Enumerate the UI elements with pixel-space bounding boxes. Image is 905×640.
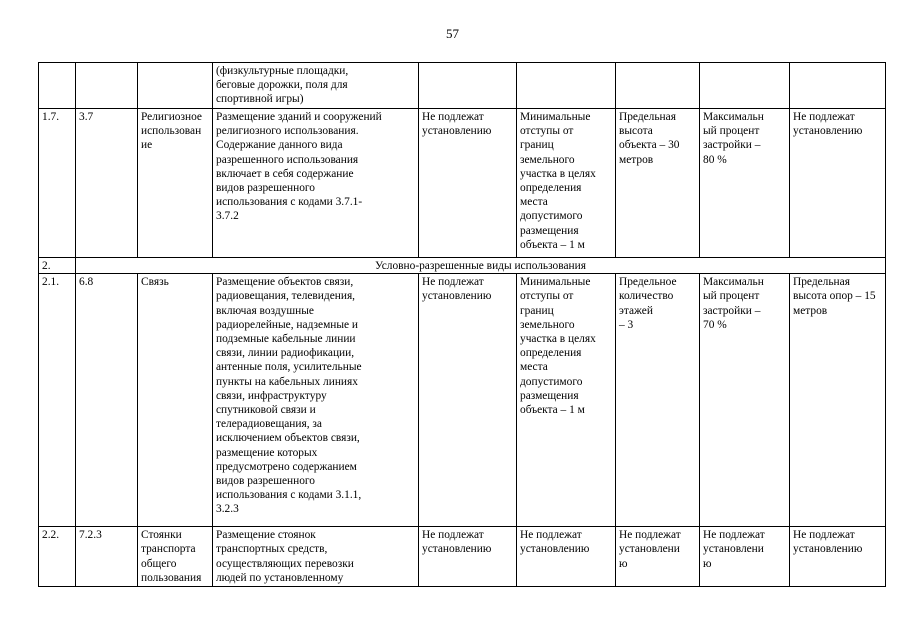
regulations-table xyxy=(38,62,886,587)
code-cell xyxy=(76,109,138,258)
cell-text-line: ый процент xyxy=(703,125,760,138)
cell-text-line: 7.2.3 xyxy=(79,529,102,542)
parameter-cell xyxy=(419,109,517,258)
table-row xyxy=(39,527,886,587)
cell-text-line: связи, инфраструктуру xyxy=(216,389,327,402)
name-cell xyxy=(138,527,213,587)
cell-text-line: исключением объектов связи, xyxy=(216,432,360,445)
row-number-cell xyxy=(39,527,76,587)
coverage-cell xyxy=(700,63,790,109)
cell-text-line: Минимальные xyxy=(520,276,591,289)
cell-text-line: включает в себя содержание xyxy=(216,167,354,180)
cell-text-line: спортивной игры) xyxy=(216,93,304,106)
setback-cell xyxy=(517,63,616,109)
parameter-cell xyxy=(419,527,517,587)
cell-text-line: установлению xyxy=(422,125,492,138)
cell-text-line: использования с кодами 3.7.1- xyxy=(216,196,363,209)
cell-text-line: Не подлежат xyxy=(793,111,855,123)
cell-text-line: Не подлежат xyxy=(520,529,582,542)
cell-text-line: 3.7.2 xyxy=(216,210,239,223)
row-number-cell xyxy=(39,109,76,258)
cell-text-line: установлени xyxy=(703,543,764,556)
cell-text-line: установлению xyxy=(422,290,492,303)
cell-text-line: установлению xyxy=(793,125,863,138)
cell-text-line: установлению xyxy=(422,543,492,556)
cell-text-line: высота xyxy=(619,125,653,138)
table-row xyxy=(39,109,886,258)
cell-text-line: 1.7. xyxy=(42,111,60,123)
cell-text-line: Размещение стоянок xyxy=(216,529,316,542)
height-cell xyxy=(616,63,700,109)
setback-cell xyxy=(517,274,616,527)
cell-text-line: земельного xyxy=(520,153,575,166)
cell-text-line: объекта – 1 м xyxy=(520,404,585,417)
cell-text-line: места xyxy=(520,196,548,209)
setback-cell xyxy=(517,527,616,587)
other-cell xyxy=(790,274,886,527)
cell-text-line: транспортных средств, xyxy=(216,543,328,556)
cell-text-line: ю xyxy=(619,557,628,570)
cell-text-line: Не подлежат xyxy=(619,529,681,542)
cell-text-line: телерадиовещания, за xyxy=(216,418,322,431)
cell-text-line: участка в целях xyxy=(520,167,596,180)
coverage-cell xyxy=(700,109,790,258)
height-cell xyxy=(616,527,700,587)
cell-text-line: разрешенного использования xyxy=(216,153,359,166)
cell-text-line: людей по установленному xyxy=(216,571,344,584)
cell-text-line: пользования xyxy=(141,571,202,584)
cell-text-line: застройки – xyxy=(703,139,761,152)
cell-text-line: установлению xyxy=(793,543,863,556)
cell-text-line: Предельное xyxy=(619,276,677,289)
cell-text-line: Не подлежат xyxy=(422,529,484,542)
coverage-cell xyxy=(700,527,790,587)
description-cell xyxy=(213,274,419,527)
cell-text-line: видов разрешенного xyxy=(216,182,315,195)
cell-text-line: радиорелейные, надземные и xyxy=(216,318,359,331)
cell-text-line: Предельная xyxy=(619,111,676,123)
cell-text-line: места xyxy=(520,361,548,374)
cell-text-line: этажей xyxy=(619,304,653,317)
name-cell xyxy=(138,63,213,109)
cell-text-line: количество xyxy=(619,290,674,303)
cell-text-line: 70 % xyxy=(703,318,727,331)
cell-text-line: Не подлежат xyxy=(422,276,484,289)
cell-text-line: 3.2.3 xyxy=(216,503,239,516)
cell-text-line: определения xyxy=(520,347,582,360)
cell-text-line: спутниковой связи и xyxy=(216,404,316,417)
table-body xyxy=(39,63,886,587)
cell-text-line: беговые дорожки, поля для xyxy=(216,79,348,92)
cell-text-line: ю xyxy=(703,557,712,570)
cell-text-line: Не подлежат xyxy=(793,529,855,542)
section-row xyxy=(39,258,886,274)
other-cell xyxy=(790,109,886,258)
cell-text-line: участка в целях xyxy=(520,333,596,346)
parameter-cell xyxy=(419,63,517,109)
code-cell xyxy=(76,63,138,109)
cell-text-line: Не подлежат xyxy=(703,529,765,542)
table-row xyxy=(39,274,886,527)
row-number-cell xyxy=(39,274,76,527)
cell-text-line: видов разрешенного xyxy=(216,475,315,488)
cell-text-line: земельного xyxy=(520,318,575,331)
cell-text-line: использования с кодами 3.1.1, xyxy=(216,489,362,502)
parameter-cell xyxy=(419,274,517,527)
cell-text-line: метров xyxy=(793,304,828,317)
cell-text-line: 2.1. xyxy=(42,276,60,289)
cell-text-line: допустимого xyxy=(520,210,583,223)
code-cell xyxy=(76,527,138,587)
row-number-cell xyxy=(39,258,76,274)
cell-text-line: отступы от xyxy=(520,125,574,138)
cell-text-line: определения xyxy=(520,182,582,195)
cell-text-line: размещение которых xyxy=(216,446,318,459)
cell-text-line: использован xyxy=(141,125,202,138)
height-cell xyxy=(616,109,700,258)
cell-text-line: границ xyxy=(520,304,554,317)
cell-text-line: (физкультурные площадки, xyxy=(216,65,349,77)
cell-text-line: Стоянки xyxy=(141,529,182,542)
cell-text-line: – 3 xyxy=(619,318,634,331)
page-number: 57 xyxy=(446,26,459,41)
table-row xyxy=(39,63,886,109)
name-cell xyxy=(138,274,213,527)
cell-text-line: Религиозное xyxy=(141,111,202,123)
cell-text-line: предусмотрено содержанием xyxy=(216,460,357,473)
section-title: Условно-разрешенные виды использования xyxy=(76,258,886,274)
description-cell xyxy=(213,63,419,109)
cell-text-line: Максимальн xyxy=(703,276,764,289)
cell-text-line: Минимальные xyxy=(520,111,591,123)
cell-text-line: границ xyxy=(520,139,554,152)
cell-text-line: застройки – xyxy=(703,304,761,317)
setback-cell xyxy=(517,109,616,258)
cell-text-line: радиовещания, телевидения, xyxy=(216,290,356,303)
cell-text-line: Размещение зданий и сооружений xyxy=(216,111,382,123)
cell-text-line: установлени xyxy=(619,543,680,556)
cell-text-line: высота опор – 15 xyxy=(793,290,876,303)
cell-text-line: включая воздушные xyxy=(216,304,314,317)
description-cell xyxy=(213,527,419,587)
cell-text-line: Не подлежат xyxy=(422,111,484,123)
cell-text-line: ие xyxy=(141,139,153,152)
cell-text-line: ый процент xyxy=(703,290,760,303)
cell-text-line: 2.2. xyxy=(42,529,60,542)
name-cell xyxy=(138,109,213,258)
cell-text-line: транспорта xyxy=(141,543,196,556)
height-cell xyxy=(616,274,700,527)
cell-text-line: антенные поля, усилительные xyxy=(216,361,362,374)
cell-text-line: подземные кабельные линии xyxy=(216,333,356,346)
description-cell xyxy=(213,109,419,258)
cell-text-line: Связь xyxy=(141,276,169,289)
cell-text-line: связи, линии радиофикации, xyxy=(216,347,355,360)
cell-text-line: допустимого xyxy=(520,375,583,388)
row-number-cell xyxy=(39,63,76,109)
cell-text-line: объекта – 30 xyxy=(619,139,680,152)
other-cell xyxy=(790,527,886,587)
cell-text-line: 80 % xyxy=(703,153,727,166)
cell-text-line: религиозного использования. xyxy=(216,125,359,138)
cell-text-line: Предельная xyxy=(793,276,850,289)
cell-text-line: Размещение объектов связи, xyxy=(216,276,354,289)
cell-text-line: пункты на кабельных линиях xyxy=(216,375,358,388)
cell-text-line: 6.8 xyxy=(79,276,94,289)
cell-text-line: Максимальн xyxy=(703,111,764,123)
cell-text-line: осуществляющих перевозки xyxy=(216,557,354,570)
cell-text-line: размещения xyxy=(520,389,579,402)
cell-text-line: отступы от xyxy=(520,290,574,303)
coverage-cell xyxy=(700,274,790,527)
cell-text-line: Содержание данного вида xyxy=(216,139,343,152)
cell-text-line: объекта – 1 м xyxy=(520,238,585,251)
code-cell xyxy=(76,274,138,527)
cell-text-line: установлению xyxy=(520,543,590,556)
other-cell xyxy=(790,63,886,109)
cell-text-line: 3.7 xyxy=(79,111,94,123)
cell-text-line: общего xyxy=(141,557,177,570)
cell-text-line: 2. xyxy=(42,260,51,272)
cell-text-line: метров xyxy=(619,153,654,166)
cell-text-line: размещения xyxy=(520,224,579,237)
